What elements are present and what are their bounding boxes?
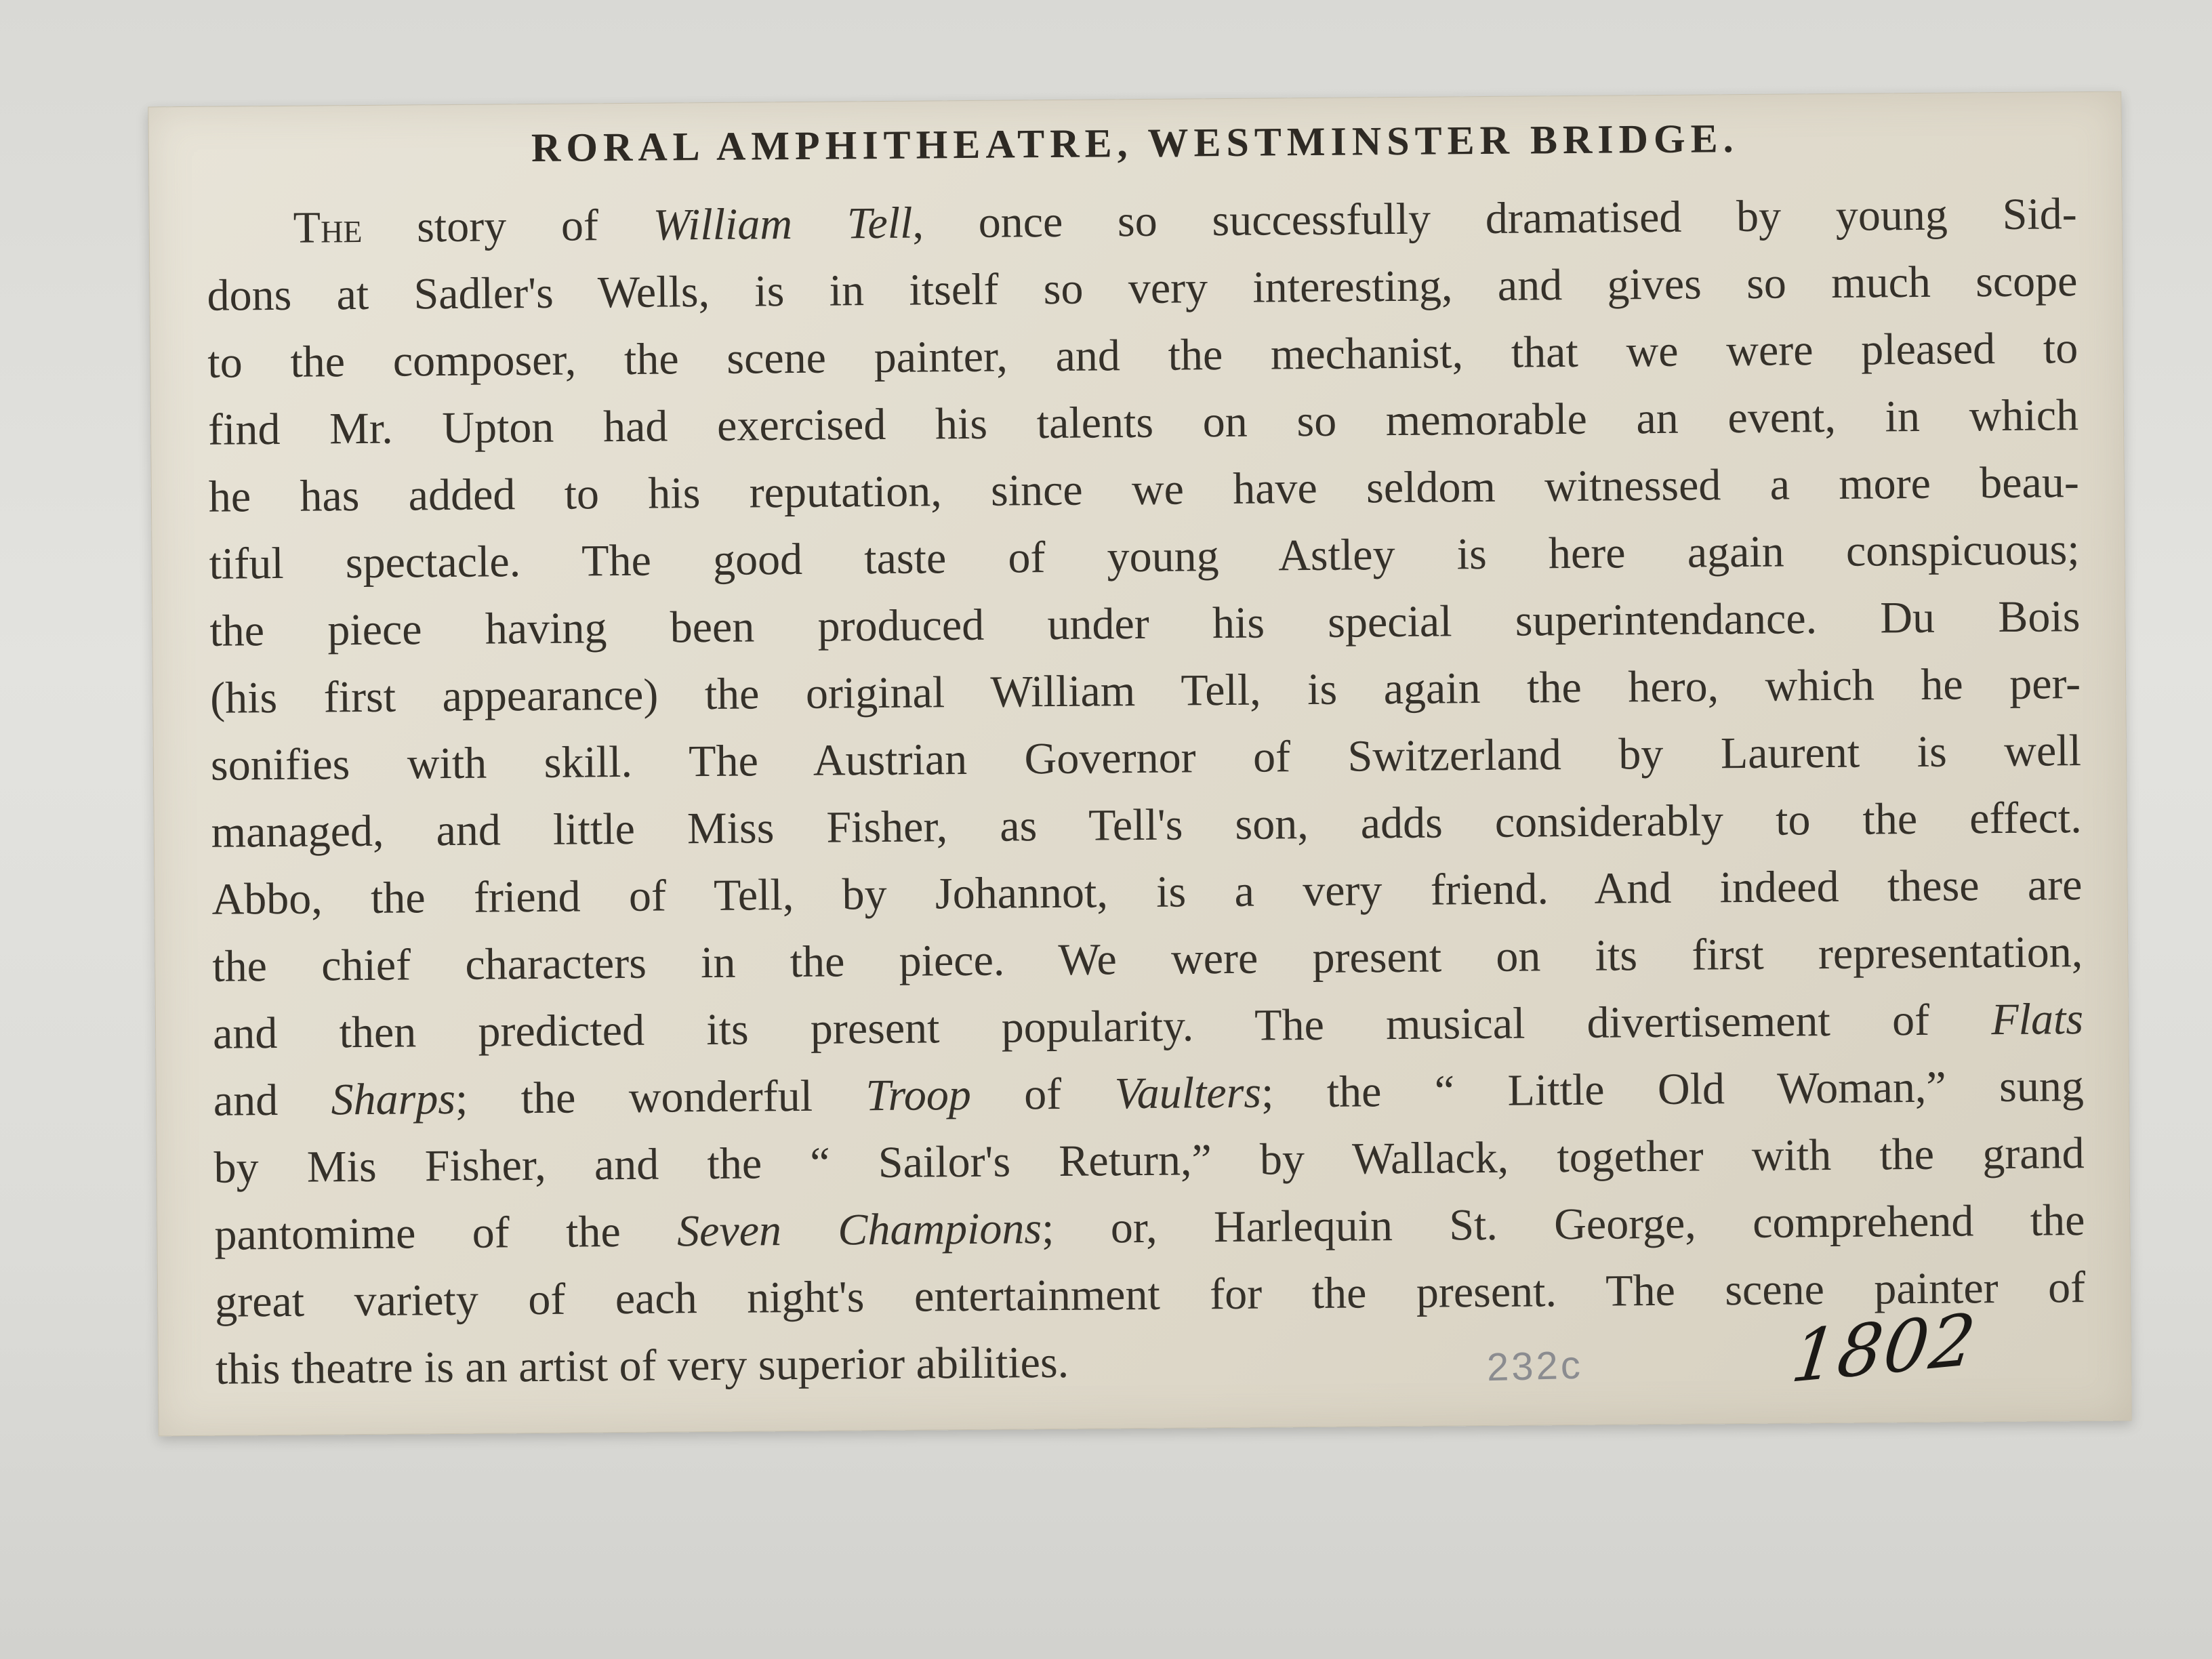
pencil-annotation: 232c [1486,1343,1584,1390]
italic-text: Flats [1991,994,2084,1045]
article-text: ; the “ Little Old Woman,” sung [1261,1061,2085,1118]
article-text: story of [362,200,653,252]
article-text: tiful spectacle. The good taste of young Astley is here again conspicuous; [209,525,2080,589]
article-text: this theatre is an artist of very superior abilities. [215,1337,1069,1394]
article-text: , once so successfully dramatised by young Sid- [912,189,2077,248]
handwritten-year: 1802 [1787,1297,1981,1399]
article-text: he has added to his reputation, since we have seldom witnessed a more beau- [208,457,2080,522]
article-text: the piece having been produced under his special superintendance. Du Bois [209,592,2081,656]
italic-text: Vaulters [1114,1067,1262,1119]
article-text: ; or, Harlequin St. George, comprehend the [1041,1195,2085,1254]
article-text: of [970,1069,1115,1120]
article-text: to the composer, the scene painter, and the mechanist, that we were pleased to [207,323,2078,388]
article-body [206,180,2086,1403]
newspaper-clipping [148,91,2131,1437]
italic-text: Seven Champions [676,1204,1042,1256]
article-text: the chief characters in the piece. We were present on its first representation, [212,927,2083,991]
article-text: The [293,202,363,253]
article-text: dons at Sadler's Wells, is in itself so very interesting, and gives so much scope [207,256,2078,321]
article-text: and [213,1075,331,1126]
article-text: and then predicted its present popularity. The musical divertisement of [212,995,1992,1059]
article-text: by Mis Fisher, and the “ Sailor's Return,” by Wallack, together with the grand [213,1128,2085,1193]
article-text: great variety of each night's entertainment for the present. The scene painter of [214,1263,2086,1327]
article-text: find Mr. Upton had exercised his talents on so memorable an event, in which [207,390,2079,455]
italic-text: Sharps [331,1073,456,1125]
article-text: (his first appearance) the original William Tell, is again the hero, which he per- [209,659,2081,723]
italic-text: Troop [865,1069,972,1121]
article-text: Abbo, the friend of Tell, by Johannot, is a very friend. And indeed these are [211,860,2083,924]
italic-text: William Tell [653,198,913,250]
article-text: pantomime of the [214,1206,678,1260]
article-text: ; the wonderful [455,1071,866,1124]
article-text: sonifies with skill. The Austrian Governor of Switzerland by Laurent is well [210,726,2082,790]
article-text: managed, and little Miss Fisher, as Tell's son, adds considerably to the effect. [211,793,2082,857]
clipping-heading: RORAL AMPHITHEATRE, WESTMINSTER BRIDGE. [531,116,1739,171]
